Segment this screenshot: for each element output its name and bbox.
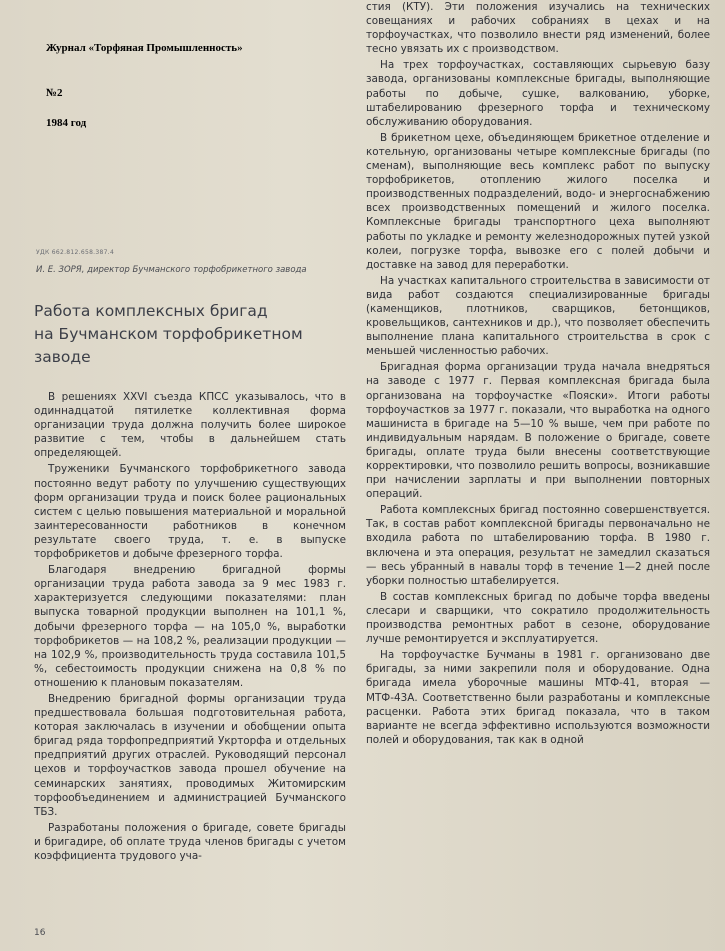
title-line: на Бучманском торфобрикетном <box>34 325 303 343</box>
paragraph: В брикетном цехе, объединяющем брикетное отделение и котельную, организованы четыре комплексные бригады (по сменам), выполняющие весь комплекс работ по выпуску торфобрикетов, отоплению жилого поселка и производственных подразделений, водо- и энергоснабжению всех производственных помещений и жилого поселка. Комплексные бригады транспортного цеха выполняют работы по укладке и ремонту железнодорожных путей узкой колеи, погрузке торфа, вывозке его с полей добычи и доставке на завод для переработки. <box>366 131 710 271</box>
title-line: Работа комплексных бригад <box>34 302 268 320</box>
paragraph: На участках капитального строительства в зависимости от вида работ создаются специализированные бригады (каменщиков, плотников, сварщиков, бетонщиков, кровельщиков, сантехников и др.), что позволяет обеспечить выполнение плана капитального строительства в срок с меньшей численностью рабочих. <box>366 274 710 358</box>
paragraph: В состав комплексных бригад по добыче торфа введены слесари и сварщики, что сократило продолжительность производства ремонтных работ в сезоне, оборудование лучше ремонтируется и эксплуатируется. <box>366 590 710 646</box>
paragraph: На трех торфоучастках, составляющих сырьевую базу завода, организованы комплексные бригады, выполняющие работы по добыче, сушке, валкованию, уборке, штабелированию фрезерного торфа и техническому обслуживанию оборудования. <box>366 59 710 128</box>
paragraph: В решениях XXVI съезда КПСС указывалось, что в одиннадцатой пятилетке коллективная форма организации труда должна получить более широкое развитие с тем, чтобы в дальнейшем стать определяющей. <box>34 391 346 460</box>
issue-number: №2 <box>46 87 63 99</box>
paragraph: Благодаря внедрению бригадной формы организации труда работа завода за 9 мес 1983 г. характеризуется следующими показателями: план выпуска товарной продукции выполнен на 101,1 %, добычи фрезерного торфа — на 105,0 %, выработки торфобрикетов — на 108,2 %, реализации продукции — на 102,9 %, производительность труда составила 101,5 %, себестоимость продукции снижена на 0,8 % по отношению к плановым показателям. <box>34 564 346 689</box>
paragraph: Работа комплексных бригад постоянно совершенствуется. Так, в состав работ комплексной бригады первоначально не входила работа по штабелированию торфа. В 1980 г. включена и эта операция, результат не замедлил сказаться — весь убранный в навалы торф в течение 1—2 дней после уборки полностью штабелируется. <box>366 504 710 587</box>
article-title <box>34 300 364 369</box>
paragraph: стия (КТУ). Эти положения изучались на технических совещаниях и рабочих собраниях в цехах и на торфоучастках, что позволило внести ряд изменений, более тесно увязать их с производством. <box>366 1 710 56</box>
paragraph: Труженики Бучманского торфобрикетного завода постоянно ведут работу по улучшению существующих форм организации труда и поиск более рациональных систем с целью повышения материальной и моральной заинтересованности работников в конечном результате своего труда, т. е. в выпуске торфобрикетов и добыче фрезерного торфа. <box>34 463 346 561</box>
paragraph: На торфоучастке Бучманы в 1981 г. организовано две бригады, за ними закрепили поля и оборудование. Одна бригада имела уборочные машины МТФ-41, вторая — МТФ-43А. Соответственно были разработаны и комплексные расценки. Работа этих бригад показала, что в таком варианте не всегда эффективно используются возможности полей и оборудования, так как в одной <box>366 649 710 746</box>
left-column <box>34 390 346 863</box>
article-author: И. Е. ЗОРЯ, директор Бучманского торфобрикетного завода <box>36 265 307 275</box>
title-line: заводе <box>34 348 91 366</box>
page-number: 16 <box>34 928 46 938</box>
issue-year: 1984 год <box>46 117 87 129</box>
right-column <box>366 0 710 747</box>
paragraph: Разработаны положения о бригаде, совете бригады и бригадире, об оплате труда членов бригады с учетом коэффициента трудового уча- <box>34 821 346 862</box>
paragraph: Бригадная форма организации труда начала внедряться на заводе с 1977 г. Первая комплексная бригада была организована на торфоучастке «Пояски». Итоги работы торфоучастков за 1977 г. показали, что выработка на одного машиниста в бригаде на 5—10 % выше, чем при работе по индивидуальным нарядам. В положение о бригаде, совете бригады, оплате труда были внесены соответствующие корректировки, что позволило решить вопросы, возникавшие при начислении зарплаты и при выполнении повторных операций. <box>366 361 710 501</box>
udk-code: УДК 662.812.658.387.4 <box>36 249 115 256</box>
paragraph: Внедрению бригадной формы организации труда предшествовала большая подготовительная работа, которая заключалась в изучении и обобщении опыта бригад ряда торфопредприятий Укрторфа и отдельных предприятий других отраслей. Руководящий персонал цехов и торфоучастков завода прошел обучение на семинарских занятиях, проводимых Житомирским торфообъединением и администрацией Бучманского ТБЗ. <box>34 692 346 818</box>
journal-name: Журнал «Торфяная Промышленность» <box>46 42 243 54</box>
